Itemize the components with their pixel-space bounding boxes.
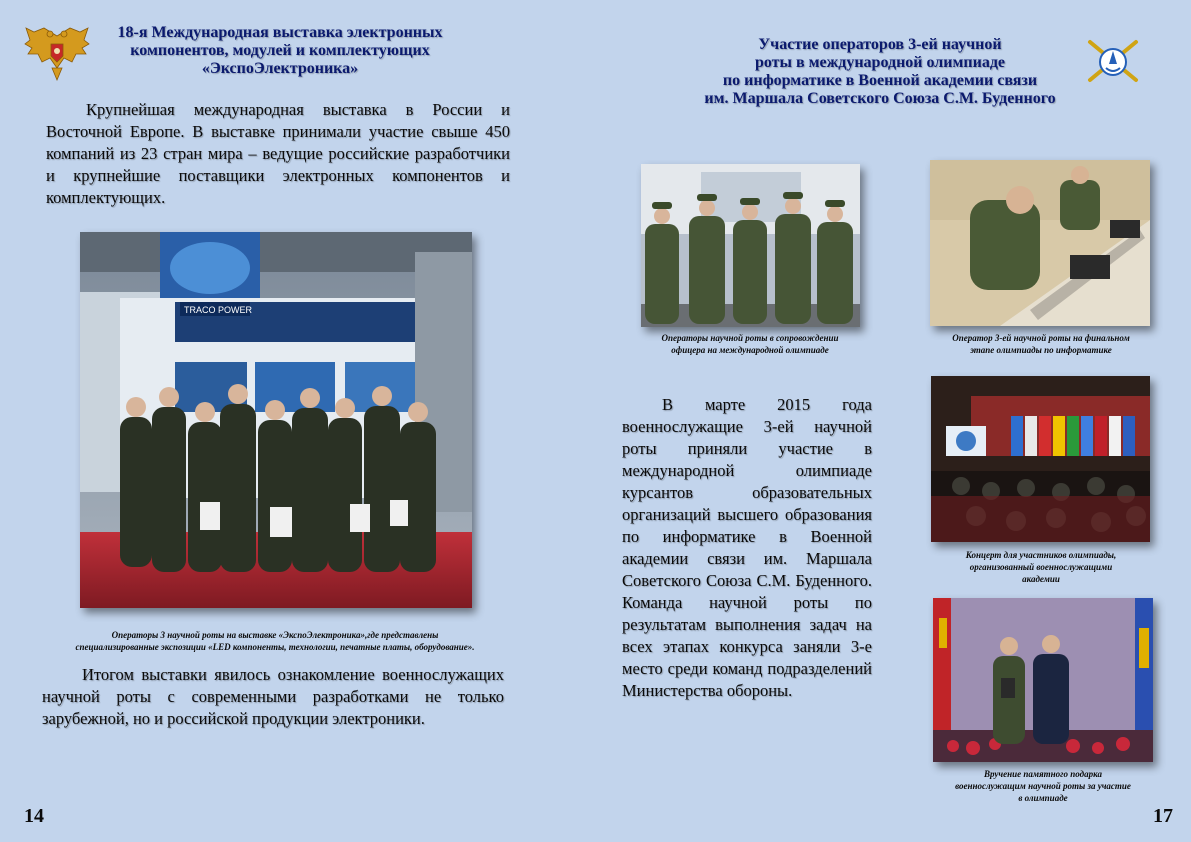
olympiad-paragraph: В марте 2015 года военнослужащие 3-ей научной роты приняли участие в международной олимпиаде курсантов образовательных организаций высшего образования по информатике в Военной академии связи им. Маршала Советского Союза С.М. Буденного. Команда научной роты по результатам выполнения задач на всех этапах конкурса заняли 3-е место среди команд подразделений Министерства обороны.	[622, 395, 872, 700]
title-line: компонентов, модулей и комплектующих	[130, 42, 430, 59]
title-line: по информатике в Военной академии связи	[722, 72, 1038, 89]
olympiad-final-stage-photo	[930, 160, 1150, 326]
photo-caption-2: Оператор 3-ей научной роты на финальном этапе олимпиады по информатике	[952, 333, 1130, 355]
eagle-emblem-icon	[24, 22, 90, 82]
page-number-right: 17	[1153, 805, 1173, 827]
concert-hall-photo	[931, 376, 1150, 542]
page-number-left: 14	[24, 805, 44, 827]
conclusion-paragraph: Итогом выставки явилось ознакомление военнослужащих научной роты с современными разработками не только зарубежной, но и российской продукции электроники.	[42, 665, 504, 728]
left-page-title	[95, 24, 465, 78]
olympiad-group-photo	[641, 164, 860, 327]
signal-troops-emblem-icon	[1084, 36, 1142, 86]
right-page-title	[660, 36, 1100, 108]
title-line: роты в международной олимпиаде	[754, 54, 1006, 71]
photo-caption-4: Вручение памятного подарка военнослужащим научной роты за участие в олимпиаде	[955, 769, 1131, 803]
booth-sign-text: TRACO POWER	[184, 305, 253, 315]
award-ceremony-photo	[933, 598, 1153, 762]
title-line: «ЭкспоЭлектроника»	[201, 60, 359, 77]
intro-paragraph: Крупнейшая международная выставка в России и Восточной Европе. В выставке принимали участие свыше 450 компаний из 23 стран мира – ведущие российские разработчики и крупнейшие поставщики электронных компонентов и комплектующих.	[46, 100, 510, 207]
photo-caption-3: Концерт для участников олимпиады, организованный военнослужащими академии	[965, 550, 1117, 584]
title-line: им. Маршала Советского Союза С.М. Буденного	[704, 90, 1056, 107]
title-line: Участие операторов 3-ей научной	[758, 36, 1002, 53]
exhibition-group-photo	[80, 232, 472, 608]
title-line: 18-я Международная выставка электронных	[117, 24, 443, 41]
photo-caption-1: Операторы научной роты в сопровождении офицера на международной олимпиаде	[661, 333, 839, 355]
exhibition-photo-caption: Операторы 3 научной роты на выставке «ЭкспоЭлектроника»,где представлены специализированные экспозиции «LED компоненты, технологии, печатные платы, оборудование».	[75, 630, 475, 652]
